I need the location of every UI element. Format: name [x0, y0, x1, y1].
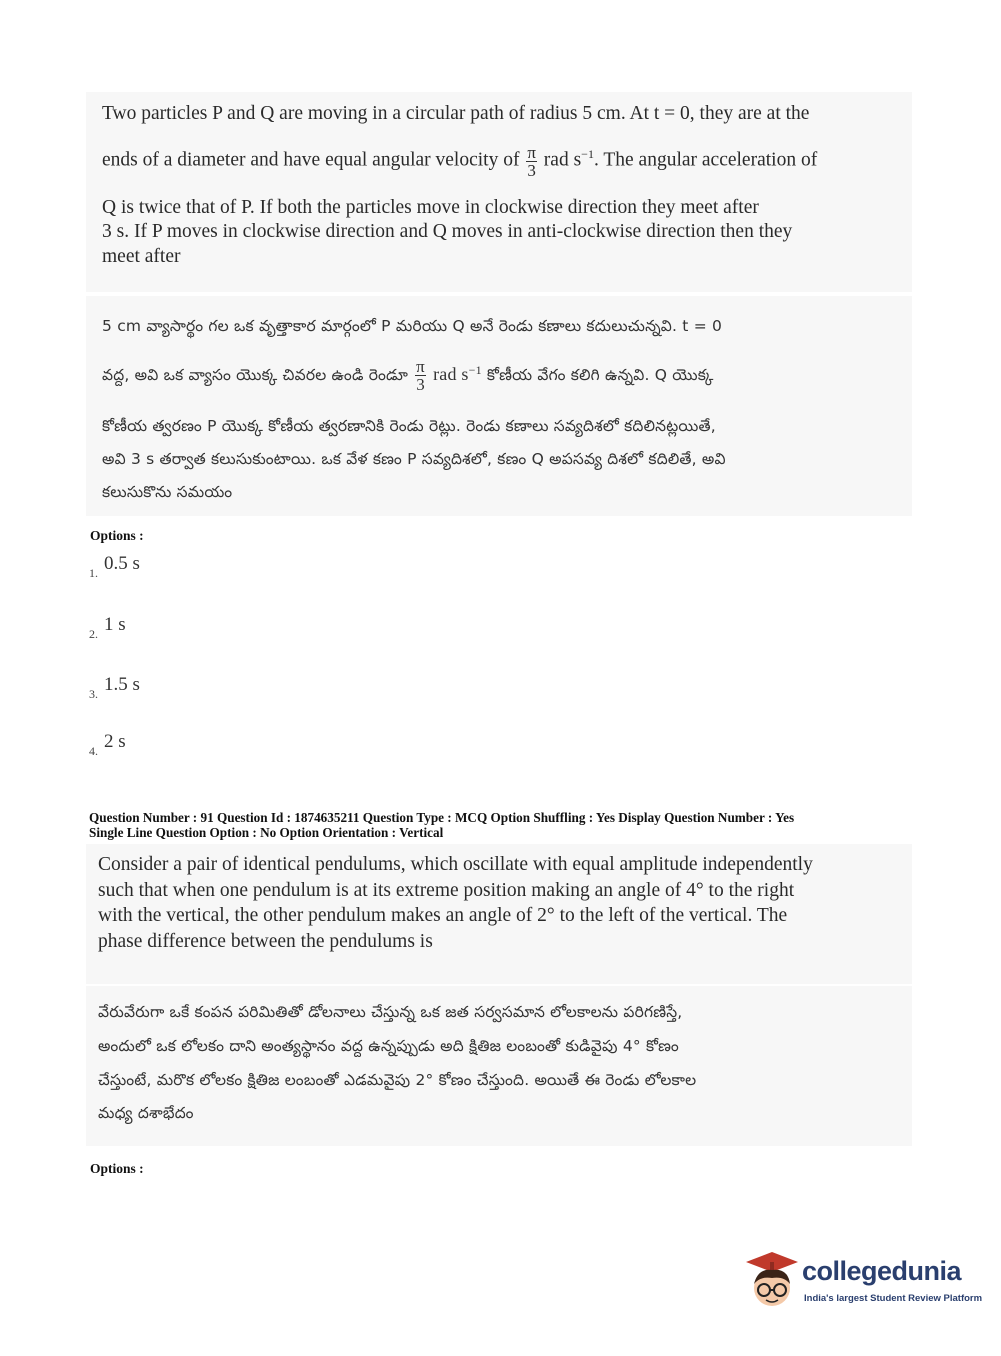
q2-en-line-4: phase difference between the pendulums is	[98, 931, 433, 952]
q2-te-line-4: మధ్య దశాభేదం	[98, 1104, 194, 1122]
q1-en-line-2: ends of a diameter and have equal angular velocity of $\frac{\pi}{3}$ rad $s^{-1}$. The angular acceleration of	[102, 142, 818, 180]
option-4[interactable]: $_{4.}$ 2 s	[89, 731, 126, 758]
logo-wordmark: collegedunia	[802, 1256, 962, 1286]
q2-te-line-1: వేరువేరుగా ఒకే కంపన పరిమితితో డోలనాలు చేస్తున్న ఒక జత సర్వసమాన లోలకాలను పరిగణిస్తే,	[98, 1003, 683, 1021]
options-label-2: Options :	[90, 1161, 144, 1176]
question1-telugu-text	[102, 314, 854, 514]
option-2[interactable]: $_{2.}$ 1 s	[89, 614, 126, 641]
q2-en-line-1: Consider a pair of identical pendulums, which oscillate with equal amplitude independently	[98, 854, 813, 875]
options-label: Options :	[90, 528, 144, 543]
collegedunia-logo	[744, 1248, 983, 1318]
option-3[interactable]: $_{3.}$ 1.5 s	[89, 674, 140, 701]
q1-te-line-3: కోణీయ త్వరణం P యొక్క కోణీయ త్వరణానికి రెండు రెట్లు. రెండు కణాలు సవ్యదిశలో కదిలినట్లయితే,	[102, 417, 716, 435]
q1-te-line-5: కలుసుకొను సమయం	[102, 483, 233, 501]
q1-te-line-4: అవి 3 s తర్వాత కలుసుకుంటాయి. ఒక వేళ కణం P సవ్యదిశలో, కణం Q అపసవ్య దిశలో కదిలితే, అవి	[102, 450, 726, 468]
q1-te-line-2: వద్ద, అవి ఒక వ్యాసం యొక్క చివరల ఉండి రెండూ $\frac{\pi}{3}$ rad $s^{-1}$ కోణీయ వేగం కలిగి ఉన్నవి. Q యొక్క	[102, 357, 714, 395]
q2-en-line-2: such that when one pendulum is at its extreme position making an angle of 4° to the right	[98, 880, 795, 901]
question2-english-text	[98, 853, 858, 973]
q2-te-line-2: అందులో ఒక లోలకం దాని అంత్యస్థానం వద్ద ఉన్నప్పుడు అది క్షితిజ లంబంతో కుడివైపు 4° కోణం	[98, 1037, 679, 1055]
q2-te-line-3: చేస్తుంటే, మరొక లోలకం క్షితిజ లంబంతో ఎడమవైపు 2° కోణం చేస్తుంది. అయితే ఈ రెండు లోలకాల	[98, 1071, 697, 1089]
question-meta-line-1: Question Number : 91 Question Id : 1874635211 Question Type : MCQ Option Shuffling : Yes Display Question Number : Yes	[89, 810, 795, 825]
q1-en-line-4: 3 s. If P moves in clockwise direction and Q moves in anti-clockwise direction then they	[102, 221, 793, 242]
logo-mascot-icon	[744, 1250, 800, 1314]
q1-en-line-5: meet after	[102, 246, 181, 267]
logo-tagline: India's largest Student Review Platform	[804, 1293, 983, 1304]
option-1[interactable]: $_{1.}$ 0.5 s	[89, 553, 140, 580]
pi-over-3-fraction: $\frac{\pi}{3}$	[416, 357, 425, 395]
pi-over-3-fraction: $\frac{\pi}{3}$	[527, 142, 536, 180]
q1-en-line-3: Q is twice that of P. If both the particles move in clockwise direction they meet after	[102, 197, 759, 218]
q1-te-line-1: 5 cm వ్యాసార్థం గల ఒక వృత్తాకార మార్గంలో P మరియు Q అనే రెండు కణాలు కదులుచున్నవి. t = 0	[102, 317, 723, 335]
question1-english-text	[102, 102, 854, 282]
q1-en-line-1: Two particles P and Q are moving in a circular path of radius 5 cm. At t = 0, they are at the	[102, 103, 810, 124]
question2-telugu-text	[98, 1000, 858, 1140]
question-meta-line-2: Single Line Question Option : No Option Orientation : Vertical	[89, 825, 444, 840]
q2-en-line-3: with the vertical, the other pendulum makes an angle of 2° to the left of the vertical. The	[98, 905, 788, 926]
